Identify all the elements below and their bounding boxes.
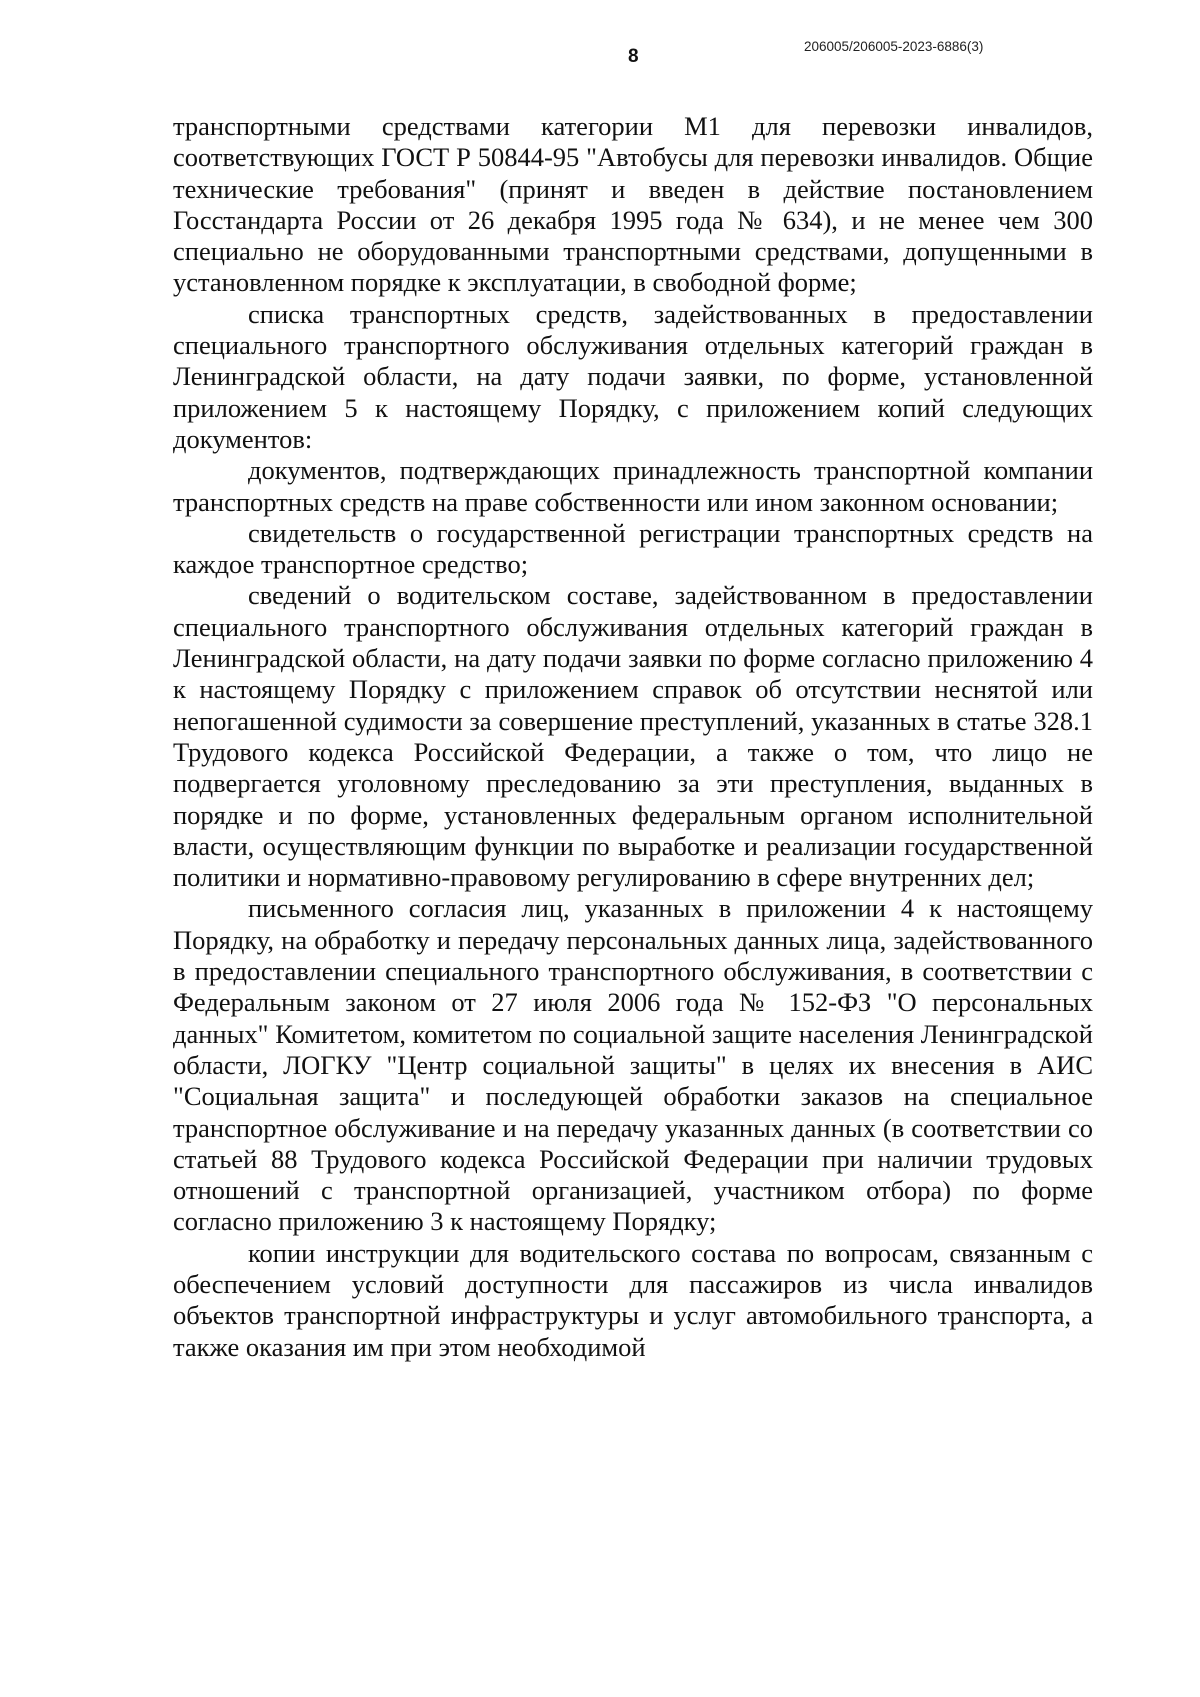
document-code: 206005/206005-2023-6886(3) <box>804 39 984 54</box>
paragraph: свидетельств о государственной регистрации транспортных средств на каждое транспортное средство; <box>173 517 1093 580</box>
paragraph: списка транспортных средств, задействованных в предоставлении специального транспортного обслуживания отдельных категорий граждан в Ленинградской области, на дату подачи заявки, по форме, установленной приложением 5 к настоящему Порядку, с приложением копий следующих документов: <box>173 298 1093 454</box>
document-body <box>173 111 1093 1363</box>
paragraph: транспортными средствами категории М1 для перевозки инвалидов, соответствующих ГОСТ Р 50844-95 "Автобусы для перевозки инвалидов. Общие технические требования" (принят и введен в действие постановлением Госстандарта России от 26 декабря 1995 года № 634), и не менее чем 300 специально не оборудованными транспортными средствами, допущенными в установленном порядке к эксплуатации, в свободной форме; <box>173 111 1093 298</box>
paragraph: сведений о водительском составе, задействованном в предоставлении специального транспортного обслуживания отдельных категорий граждан в Ленинградской области, на дату подачи заявки по форме согласно приложению 4 к настоящему Порядку с приложением справок об отсутствии неснятой или непогашенной судимости за совершение преступлений, указанных в статье 328.1 Трудового кодекса Российской Федерации, а также о том, что лицо не подвергается уголовному преследованию за эти преступления, выданных в порядке и по форме, установленных федеральным органом исполнительной власти, осуществляющим функции по выработке и реализации государственной политики и нормативно-правовому регулированию в сфере внутренних дел; <box>173 580 1093 893</box>
paragraph: письменного согласия лиц, указанных в приложении 4 к настоящему Порядку, на обработку и передачу персональных данных лица, задействованного в предоставлении специального транспортного обслуживания, в соответствии с Федеральным законом от 27 июля 2006 года № 152-ФЗ "О персональных данных" Комитетом, комитетом по социальной защите населения Ленинградской области, ЛОГКУ "Центр социальной защиты" в целях их внесения в АИС "Социальная защита" и последующей обработки заказов на специальное транспортное обслуживание и на передачу указанных данных (в соответствии со статьей 88 Трудового кодекса Российской Федерации при наличии трудовых отношений с транспортной организацией, участником отбора) по форме согласно приложению 3 к настоящему Порядку; <box>173 893 1093 1237</box>
paragraph: документов, подтверждающих принадлежность транспортной компании транспортных средств на праве собственности или ином законном основании; <box>173 455 1093 517</box>
page-number: 8 <box>628 46 639 67</box>
paragraph: копии инструкции для водительского состава по вопросам, связанным с обеспечением условий доступности для пассажиров из числа инвалидов объектов транспортной инфраструктуры и услуг автомобильного транспорта, а также оказания им при этом необходимой <box>173 1237 1093 1362</box>
